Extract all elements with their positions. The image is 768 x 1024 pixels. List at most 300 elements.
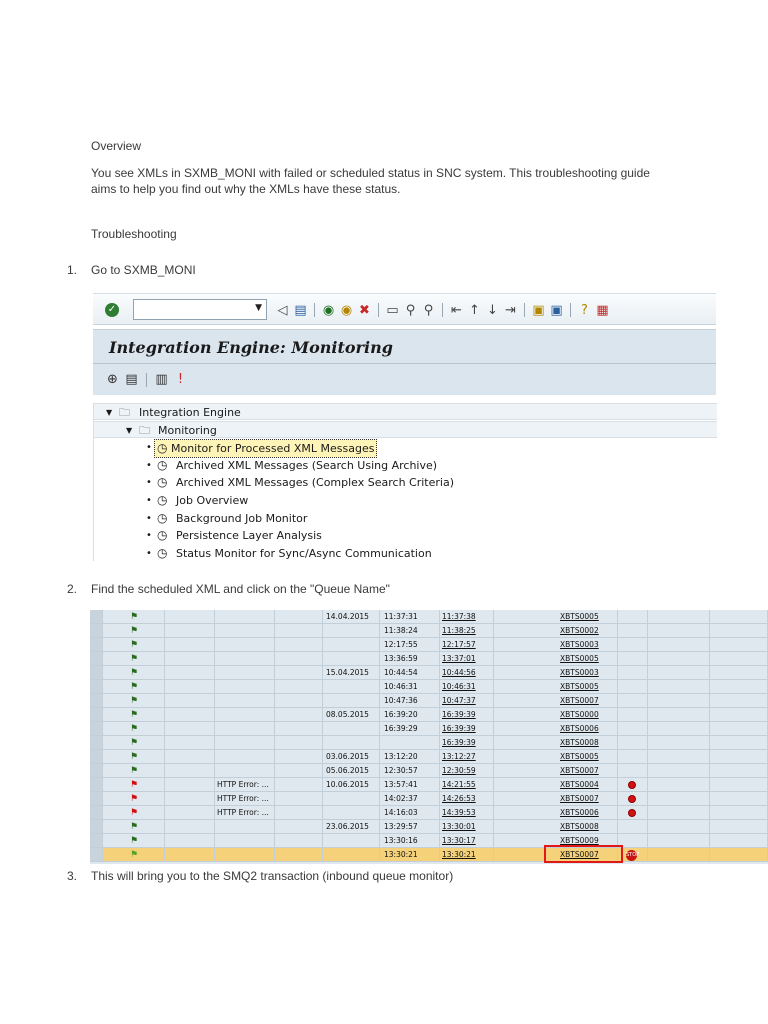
list-icon[interactable]: ▥ (155, 372, 168, 387)
table-row[interactable] (90, 792, 768, 806)
row-selector[interactable] (90, 806, 103, 820)
queue-value[interactable]: XBTS0007 (560, 794, 599, 803)
end-value[interactable]: 13:30:01 (442, 822, 476, 831)
row-selector[interactable] (90, 736, 103, 750)
cell (275, 624, 323, 638)
table-row[interactable] (90, 652, 768, 666)
tree-item[interactable] (94, 492, 717, 509)
step-2-text: Find the scheduled XML and click on the "Queue Name" (91, 582, 390, 596)
print-icon[interactable]: ▭ (386, 302, 399, 318)
scheduled-flag-icon: ⚑ (130, 696, 139, 706)
toolbar-separator (570, 303, 571, 317)
start-value: 13:30:21 (384, 850, 418, 859)
cell (275, 652, 323, 666)
cell-date (323, 848, 380, 862)
title-area (93, 329, 716, 395)
cell-queue[interactable] (494, 638, 618, 652)
end-value[interactable]: 10:47:37 (442, 696, 476, 705)
execute-icon[interactable]: ⊕ (107, 372, 118, 387)
cell (710, 820, 768, 834)
cell-queue[interactable] (494, 708, 618, 722)
tree-node-label: Integration Engine (139, 406, 241, 419)
cell (165, 666, 215, 680)
cell-end[interactable] (440, 806, 494, 820)
row-selector[interactable] (90, 610, 103, 624)
cell-end[interactable] (440, 848, 494, 862)
end-value[interactable]: 13:37:01 (442, 654, 476, 663)
previous-page-icon[interactable]: ↑ (469, 302, 480, 318)
row-selector[interactable] (90, 750, 103, 764)
cell (710, 638, 768, 652)
cell-end[interactable] (440, 638, 494, 652)
table-row[interactable] (90, 722, 768, 736)
cell (165, 820, 215, 834)
error-value (215, 752, 217, 761)
tree-node-root[interactable] (94, 403, 717, 420)
cell (648, 764, 710, 778)
end-value[interactable]: 13:30:21 (442, 850, 476, 859)
row-selector[interactable] (90, 708, 103, 722)
error-value (215, 696, 217, 705)
cell (648, 834, 710, 848)
cell-end[interactable] (440, 792, 494, 806)
enter-icon[interactable]: ✓ (105, 303, 119, 317)
cell-queue[interactable] (494, 736, 618, 750)
start-value: 13:30:16 (384, 836, 418, 845)
date-value: 05.06.2015 (326, 766, 369, 775)
cell-queue[interactable] (494, 666, 618, 680)
cell-queue[interactable] (494, 820, 618, 834)
error-value (215, 766, 217, 775)
error-status-icon[interactable] (628, 795, 636, 803)
cell (275, 610, 323, 624)
exit-icon[interactable]: ◉ (340, 302, 353, 318)
table-row[interactable] (90, 638, 768, 652)
queue-value[interactable]: XBTS0007 (560, 850, 599, 859)
cell-error (215, 694, 275, 708)
cell-start (380, 680, 440, 694)
cell (648, 666, 710, 680)
cell-date (323, 666, 380, 680)
cell (710, 736, 768, 750)
scheduled-flag-icon: ⚑ (130, 654, 139, 664)
tree-item-text: Status Monitor for Sync/Async Communication (176, 547, 432, 560)
step-3-number: 3. (67, 869, 78, 883)
cell-error (215, 638, 275, 652)
cell-start (380, 624, 440, 638)
queue-value[interactable]: XBTS0008 (560, 738, 599, 747)
tree-item[interactable] (94, 510, 717, 527)
cell-error (215, 666, 275, 680)
cell-queue[interactable] (494, 722, 618, 736)
scheduled-flag-icon: ⚑ (130, 752, 139, 762)
tree-item-label-highlighted[interactable] (154, 439, 377, 458)
cell-end[interactable] (440, 610, 494, 624)
scheduled-flag-icon: ⚑ (130, 766, 139, 776)
cell (618, 736, 648, 750)
find-icon[interactable]: ⚲ (405, 302, 416, 318)
cell (275, 806, 323, 820)
cell-end[interactable] (440, 624, 494, 638)
tree-item[interactable] (94, 439, 717, 456)
bullet: • (146, 477, 152, 488)
scheduled-flag-icon: ⚑ (130, 850, 139, 860)
queue-value[interactable]: XBTS0005 (560, 654, 599, 663)
table-row[interactable] (90, 680, 768, 694)
scheduled-flag-icon: ⚑ (130, 710, 139, 720)
date-value (323, 808, 326, 817)
message-list-screenshot (90, 610, 768, 864)
error-value (215, 640, 217, 649)
scheduled-flag-icon: ⚑ (130, 626, 139, 636)
back-icon[interactable]: ◁ (277, 302, 288, 318)
cell (275, 848, 323, 862)
cell-error (215, 820, 275, 834)
cell-date (323, 792, 380, 806)
application-toolbar (105, 372, 188, 387)
cell (710, 694, 768, 708)
cell-error (215, 778, 275, 792)
row-selector[interactable] (90, 778, 103, 792)
table-row[interactable] (90, 834, 768, 848)
end-value[interactable]: 16:39:39 (442, 738, 476, 747)
table-row[interactable] (90, 820, 768, 834)
cell (648, 624, 710, 638)
row-selector[interactable] (90, 792, 103, 806)
toolbar-separator (146, 373, 147, 387)
layout-icon[interactable]: ▦ (596, 302, 609, 318)
start-value: 12:30:57 (384, 766, 418, 775)
cell-queue[interactable] (494, 806, 618, 820)
row-selector[interactable] (90, 764, 103, 778)
end-value[interactable]: 12:30:59 (442, 766, 476, 775)
cell-start (380, 610, 440, 624)
end-value[interactable]: 13:12:27 (442, 752, 476, 761)
cell (710, 666, 768, 680)
cell-start (380, 708, 440, 722)
queue-value[interactable]: XBTS0000 (560, 710, 599, 719)
title-divider (93, 363, 716, 364)
cell (275, 722, 323, 736)
cell-queue[interactable] (494, 764, 618, 778)
row-selector[interactable] (90, 666, 103, 680)
cell-end[interactable] (440, 680, 494, 694)
tree-item[interactable] (94, 527, 717, 544)
end-value[interactable]: 11:38:25 (442, 626, 476, 635)
row-selector[interactable] (90, 652, 103, 666)
cell-date (323, 820, 380, 834)
row-selector[interactable] (90, 694, 103, 708)
cell-end[interactable] (440, 666, 494, 680)
cell (618, 722, 648, 736)
back-nav-icon[interactable]: ◉ (322, 302, 335, 318)
execute-clock-icon: ◷ (157, 475, 168, 489)
cell-end[interactable] (440, 778, 494, 792)
tree-item-text: Monitor for Processed XML Messages (170, 442, 375, 455)
cell-queue[interactable] (494, 652, 618, 666)
step-2-number: 2. (67, 582, 78, 596)
error-value (215, 682, 217, 691)
cell (648, 652, 710, 666)
end-value[interactable]: 12:17:57 (442, 640, 476, 649)
queue-value[interactable]: XBTS0002 (560, 626, 599, 635)
date-value: 08.05.2015 (326, 710, 369, 719)
queue-value[interactable]: XBTS0007 (560, 696, 599, 705)
table-row-selected[interactable] (90, 848, 768, 862)
error-value (215, 822, 217, 831)
date-value (323, 794, 326, 803)
error-value (215, 724, 217, 733)
error-value (215, 626, 217, 635)
cell-start (380, 778, 440, 792)
error-value (215, 654, 217, 663)
cell-end[interactable] (440, 764, 494, 778)
next-page-icon[interactable]: ↓ (487, 302, 498, 318)
chevron-down-icon[interactable]: ▼ (255, 303, 262, 313)
table-row[interactable] (90, 624, 768, 638)
cell-start (380, 652, 440, 666)
last-page-icon[interactable]: ⇥ (505, 302, 516, 318)
cell-end[interactable] (440, 834, 494, 848)
bullet: • (146, 530, 152, 541)
cell (165, 680, 215, 694)
cell-queue[interactable] (494, 750, 618, 764)
table-row[interactable] (90, 610, 768, 624)
error-flag-icon: ⚑ (130, 794, 139, 804)
table-row[interactable] (90, 736, 768, 750)
cell-date (323, 624, 380, 638)
date-value: 23.06.2015 (326, 822, 369, 831)
end-value[interactable]: 16:39:39 (442, 724, 476, 733)
queue-value[interactable]: XBTS0003 (560, 668, 599, 677)
start-value: 10:44:54 (384, 668, 418, 677)
table-row[interactable] (90, 806, 768, 820)
queue-value[interactable]: XBTS0005 (560, 612, 599, 621)
date-value (323, 626, 326, 635)
cell-start (380, 694, 440, 708)
cell (648, 694, 710, 708)
cell (710, 792, 768, 806)
scheduled-flag-icon: ⚑ (130, 682, 139, 692)
cell-queue[interactable] (494, 792, 618, 806)
new-session-icon[interactable]: ▣ (532, 302, 545, 318)
start-value: 16:39:20 (384, 710, 418, 719)
cell-queue[interactable] (494, 680, 618, 694)
start-value: 11:37:31 (384, 612, 418, 621)
queue-value[interactable]: XBTS0008 (560, 822, 599, 831)
error-status-icon[interactable] (628, 809, 636, 817)
end-value[interactable]: 16:39:39 (442, 710, 476, 719)
cancel-icon[interactable]: ✖ (359, 302, 370, 318)
queue-value[interactable]: XBTS0007 (560, 766, 599, 775)
queue-value[interactable]: XBTS0006 (560, 724, 599, 733)
error-value: HTTP Error: ... (217, 808, 269, 817)
queue-value[interactable]: XBTS0003 (560, 640, 599, 649)
cell-error (215, 610, 275, 624)
queue-value[interactable]: XBTS0009 (560, 836, 599, 845)
cell-end[interactable] (440, 708, 494, 722)
date-value (323, 836, 326, 845)
cell-end[interactable] (440, 750, 494, 764)
date-value (323, 654, 326, 663)
table-row[interactable] (90, 750, 768, 764)
shortcut-icon[interactable]: ▣ (550, 302, 563, 318)
cell (165, 638, 215, 652)
tree-item[interactable] (94, 545, 717, 562)
date-value (323, 850, 326, 859)
cell-error (215, 750, 275, 764)
end-value[interactable]: 14:39:53 (442, 808, 476, 817)
scheduled-flag-icon: ⚑ (130, 724, 139, 734)
bullet: • (146, 442, 152, 453)
cell (648, 806, 710, 820)
folder-open-icon: 🗀 (119, 406, 130, 419)
cell-end[interactable] (440, 694, 494, 708)
cell-queue[interactable] (494, 610, 618, 624)
cell-date (323, 680, 380, 694)
info-icon[interactable]: ! (177, 372, 184, 387)
table-row[interactable] (90, 708, 768, 722)
cell-start (380, 792, 440, 806)
cell (165, 694, 215, 708)
queue-value[interactable]: XBTS0005 (560, 752, 599, 761)
tree-node-monitoring[interactable] (94, 421, 717, 438)
variant-icon[interactable]: ▤ (125, 372, 138, 387)
row-selector[interactable] (90, 680, 103, 694)
tree-item[interactable] (94, 457, 717, 474)
tree-item[interactable] (94, 474, 717, 491)
row-selector[interactable] (90, 834, 103, 848)
table-row[interactable] (90, 764, 768, 778)
row-selector[interactable] (90, 624, 103, 638)
cell-date (323, 610, 380, 624)
cell-queue[interactable] (494, 778, 618, 792)
tree-item-text: Job Overview (176, 494, 249, 507)
error-value: HTTP Error: ... (217, 780, 269, 789)
table-row[interactable] (90, 778, 768, 792)
cell-error (215, 764, 275, 778)
queue-value[interactable]: XBTS0004 (560, 780, 599, 789)
stop-icon[interactable]: STOP (626, 850, 637, 861)
end-value[interactable]: 11:37:38 (442, 612, 476, 621)
date-value (323, 724, 326, 733)
cell (648, 792, 710, 806)
end-value[interactable]: 13:30:17 (442, 836, 476, 845)
expand-triangle-icon[interactable]: ▼ (126, 426, 133, 435)
cell (710, 848, 768, 862)
tree-item-text: Persistence Layer Analysis (176, 529, 322, 542)
cell-start (380, 666, 440, 680)
cell-end[interactable] (440, 722, 494, 736)
overview-heading: Overview (91, 139, 142, 153)
cell (165, 778, 215, 792)
help-icon[interactable]: ? (581, 302, 588, 318)
error-flag-icon: ⚑ (130, 808, 139, 818)
first-page-icon[interactable]: ⇤ (451, 302, 462, 318)
cell (648, 750, 710, 764)
date-value: 03.06.2015 (326, 752, 369, 761)
cell-date (323, 652, 380, 666)
row-selector[interactable] (90, 722, 103, 736)
row-selector[interactable] (90, 820, 103, 834)
error-flag-icon: ⚑ (130, 780, 139, 790)
cell (275, 820, 323, 834)
cell (710, 722, 768, 736)
cell (710, 834, 768, 848)
cell (275, 694, 323, 708)
row-selector[interactable] (90, 848, 103, 862)
error-value (215, 836, 217, 845)
cell (648, 708, 710, 722)
cell (648, 610, 710, 624)
table-row[interactable] (90, 666, 768, 680)
save-icon[interactable]: ▤ (294, 302, 307, 318)
troubleshooting-heading: Troubleshooting (91, 227, 177, 241)
execute-clock-icon: ◷ (157, 511, 168, 525)
execute-clock-icon: ◷ (157, 458, 168, 472)
toolbar-separator (314, 303, 315, 317)
row-selector[interactable] (90, 638, 103, 652)
cell-end[interactable] (440, 820, 494, 834)
execute-clock-icon: ◷ (157, 528, 168, 542)
cell (618, 694, 648, 708)
tree-item-text: Archived XML Messages (Search Using Archive) (176, 459, 438, 472)
queue-value[interactable]: XBTS0005 (560, 682, 599, 691)
cell-date (323, 694, 380, 708)
end-value[interactable]: 14:21:55 (442, 780, 476, 789)
end-value[interactable]: 10:46:31 (442, 682, 476, 691)
cell (618, 624, 648, 638)
cell-end[interactable] (440, 736, 494, 750)
error-status-icon[interactable] (628, 781, 636, 789)
cell (165, 708, 215, 722)
expand-triangle-icon[interactable]: ▼ (106, 408, 113, 417)
cell-error (215, 792, 275, 806)
end-value[interactable]: 10:44:56 (442, 668, 476, 677)
scheduled-flag-icon: ⚑ (130, 738, 139, 748)
cell-queue[interactable] (494, 694, 618, 708)
table-row[interactable] (90, 694, 768, 708)
cell (710, 806, 768, 820)
start-value (380, 738, 384, 747)
find-next-icon[interactable]: ⚲ (423, 302, 434, 318)
cell-error (215, 708, 275, 722)
cell (710, 708, 768, 722)
cell (618, 708, 648, 722)
scheduled-flag-icon: ⚑ (130, 612, 139, 622)
cell-end[interactable] (440, 652, 494, 666)
bullet: • (146, 548, 152, 559)
start-value: 11:38:24 (384, 626, 418, 635)
queue-value[interactable]: XBTS0006 (560, 808, 599, 817)
cell (165, 624, 215, 638)
cell (275, 638, 323, 652)
cell-date (323, 750, 380, 764)
cell-queue[interactable] (494, 624, 618, 638)
cell-date (323, 778, 380, 792)
cell-start (380, 764, 440, 778)
date-value (323, 696, 326, 705)
start-value: 13:12:20 (384, 752, 418, 761)
bullet: • (146, 513, 152, 524)
end-value[interactable]: 14:26:53 (442, 794, 476, 803)
command-field[interactable] (133, 299, 267, 320)
error-value (215, 738, 217, 747)
tree-item-text: Background Job Monitor (176, 512, 308, 525)
queue-name-highlight-box (544, 845, 623, 863)
cell (648, 848, 710, 862)
cell (710, 652, 768, 666)
